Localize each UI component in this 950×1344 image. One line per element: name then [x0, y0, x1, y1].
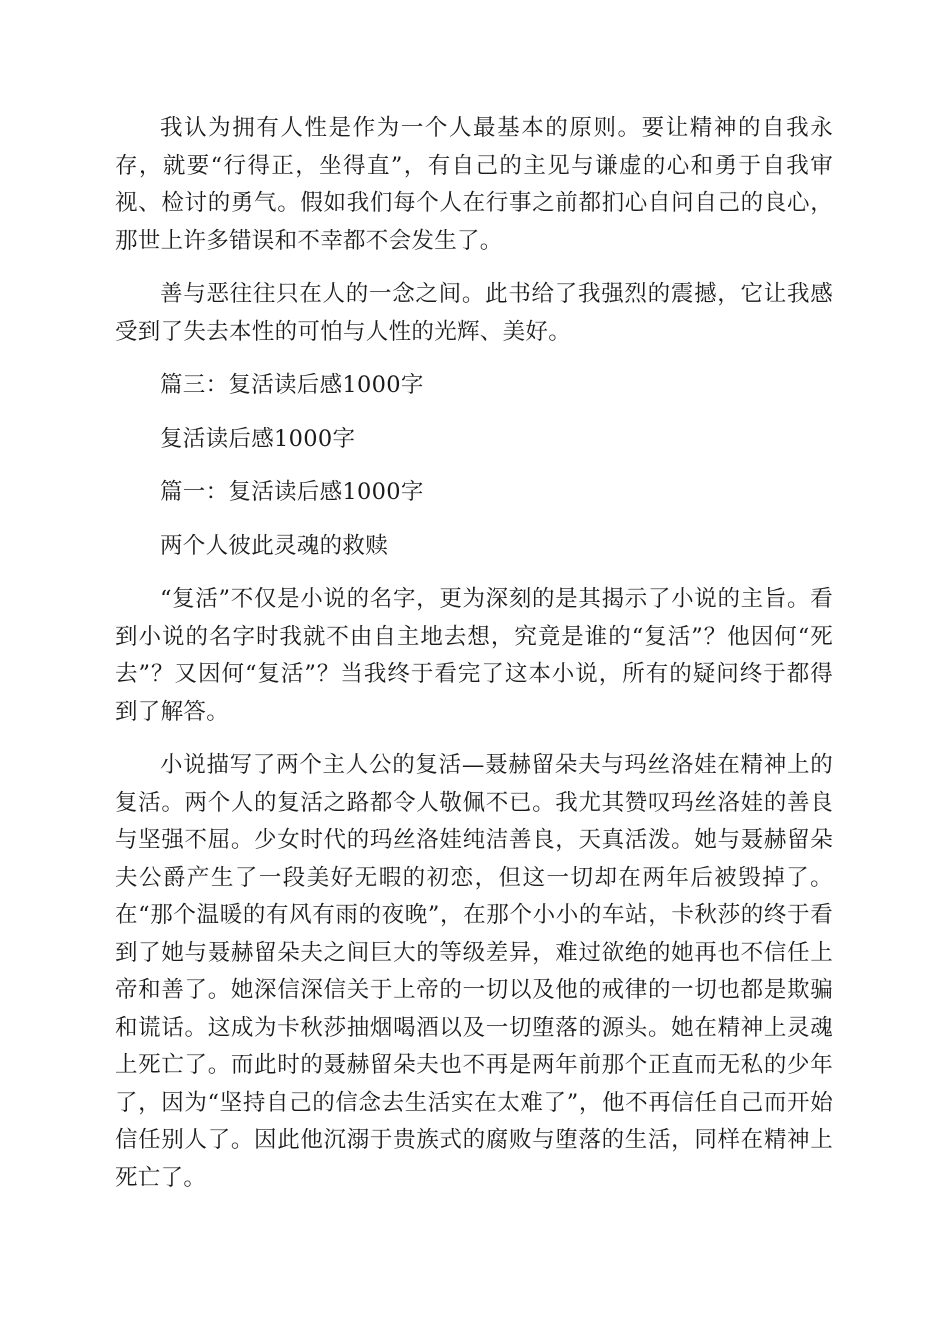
paragraph-resurrection-title-meaning: “复活”不仅是小说的名字，更为深刻的是其揭示了小说的主旨。看到小说的名字时我就不由自主地去想，究竟是谁的“复活”？他因何“死去”？又因何“复活”？当我终于看完了这本小说，所有的疑问终于都得到了解答。 — [115, 586, 833, 725]
document-body — [115, 110, 833, 1213]
section-heading-part-three: 篇三：复活读后感1000字 — [160, 372, 424, 398]
paragraph-two-protagonists: 小说描写了两个主人公的复活—聂赫留朵夫与玛丝洛娃在精神上的复活。两个人的复活之路都令人敬佩不已。我尤其赞叹玛丝洛娃的善良与坚强不屈。少女时代的玛丝洛娃纯洁善良，天真活泼。她与聂赫留朵夫公爵产生了一段美好无暇的初恋，但这一切却在两年后被毁掉了。在“那个温暖的有风有雨的夜晚”，在那个小小的车站，卡秋莎的终于看到了她与聂赫留朵夫之间巨大的等级差异，难过欲绝的她再也不信任上帝和善了。她深信深信关于上帝的一切以及他的戒律的一切也都是欺骗和谎话。这成为卡秋莎抽烟喝酒以及一切堕落的源头。她在精神上灵魂上死亡了。而此时的聂赫留朵夫也不再是两年前那个正直而无私的少年了，因为“坚持自己的信念去生活实在太难了”，他不再信任自己而开始信任别人了。因此他沉溺于贵族式的腐败与堕落的生活，同样在精神上死亡了。 — [115, 752, 833, 1191]
section-heading-part-one: 篇一：复活读后感1000字 — [160, 479, 424, 505]
essay-subtitle: 两个人彼此灵魂的救赎 — [160, 532, 389, 559]
paragraph-good-and-evil: 善与恶往往只在人的一念之间。此书给了我强烈的震撼，它让我感受到了失去本性的可怕与人性的光辉、美好。 — [115, 281, 833, 345]
paragraph-humanity-principle: 我认为拥有人性是作为一个人最基本的原则。要让精神的自我永存，就要“行得正，坐得直”，有自己的主见与谦虚的心和勇于自我审视、检讨的勇气。假如我们每个人在行事之前都扪心自问自己的良心，那世上许多错误和不幸都不会发生了。 — [115, 115, 833, 254]
document-title: 复活读后感1000字 — [160, 425, 356, 452]
